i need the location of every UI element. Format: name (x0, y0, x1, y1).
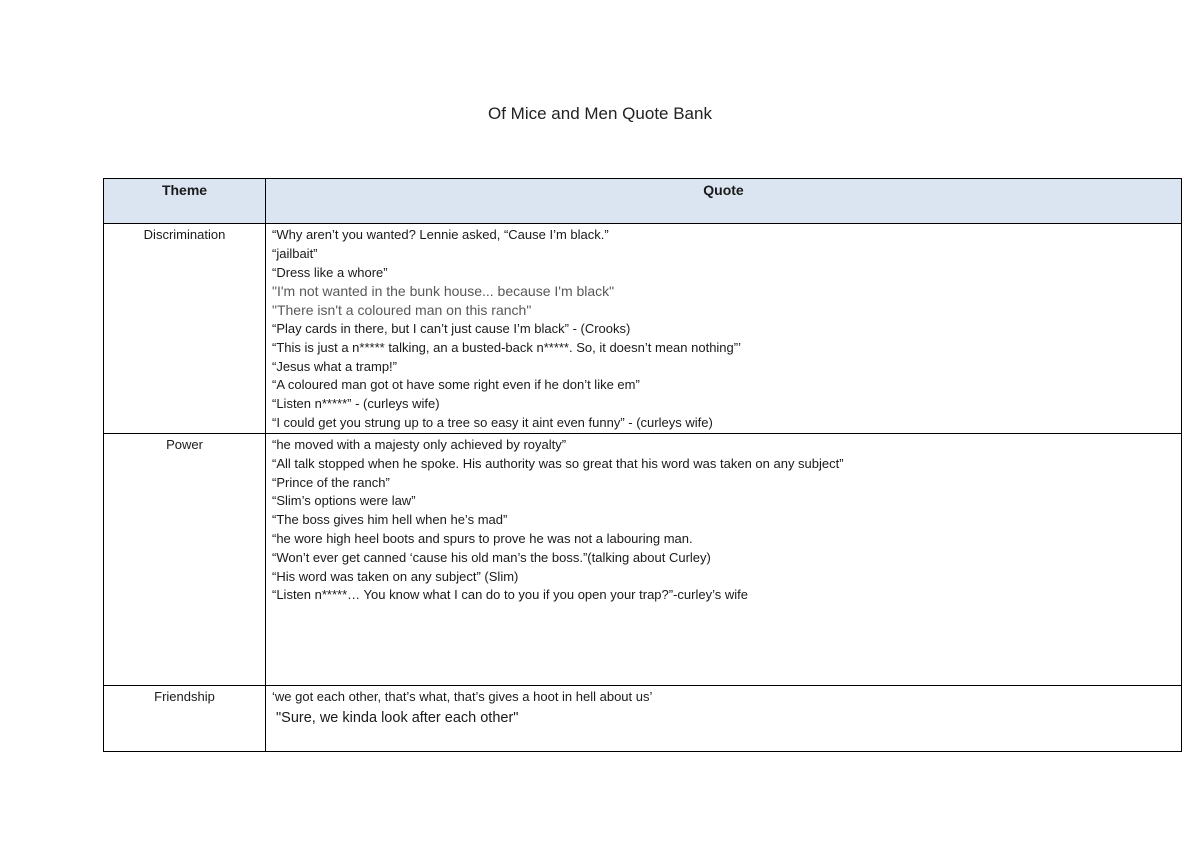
quote-line: “Won’t ever get canned ‘cause his old man’s the boss.”(talking about Curley) (272, 549, 711, 565)
quote-line: “I could get you strung up to a tree so easy it aint even funny” - (curleys wife) (272, 414, 713, 430)
quote-cell (266, 224, 1182, 434)
quote-cell (266, 434, 1182, 686)
quote-line: “he wore high heel boots and spurs to prove he was not a labouring man. (272, 530, 693, 546)
theme-cell: Friendship (104, 686, 266, 752)
theme-cell: Power (104, 434, 266, 686)
quote-line: "There isn't a coloured man on this ranch" (272, 302, 532, 319)
quote-line: “Dress like a whore” (272, 264, 388, 280)
quote-line: “he moved with a majesty only achieved by royalty” (272, 437, 567, 452)
quote-line: “All talk stopped when he spoke. His authority was so great that his word was taken on any subject” (272, 455, 844, 471)
page-title: Of Mice and Men Quote Bank (488, 104, 712, 123)
theme-cell: Discrimination (104, 224, 266, 434)
quote-column-header: Quote (266, 179, 1182, 224)
quote-line: “A coloured man got ot have some right even if he don’t like em” (272, 377, 640, 393)
quote-line: “His word was taken on any subject” (Slim) (272, 568, 519, 584)
quote-line: “Jesus what a tramp!” (272, 358, 397, 374)
quote-line: “Listen n*****… You know what I can do to you if you open your trap?”-curley’s wife (272, 587, 748, 603)
table-header-row (104, 179, 1182, 224)
quote-line: "I'm not wanted in the bunk house... because I'm black" (272, 283, 615, 300)
quote-line: “Why aren’t you wanted? Lennie asked, “Cause I’m black.” (272, 227, 609, 242)
quote-line: “Prince of the ranch” (272, 474, 390, 490)
table-row-power (104, 434, 1182, 686)
quote-line: “Play cards in there, but I can’t just cause I’m black” - (Crooks) (272, 320, 631, 336)
table-row-discrimination (104, 224, 1182, 434)
quote-bank-table (103, 178, 1182, 752)
quote-cell (266, 686, 1182, 752)
quote-line: “Listen n*****” - (curleys wife) (272, 396, 440, 412)
quote-line: ‘we got each other, that’s what, that’s gives a hoot in hell about us’ (272, 689, 653, 704)
quote-line: “jailbait” (272, 245, 318, 261)
quote-line: “The boss gives him hell when he’s mad” (272, 512, 508, 528)
table-row-friendship (104, 686, 1182, 752)
quote-line: “Slim’s options were law” (272, 493, 416, 509)
theme-column-header: Theme (104, 179, 266, 224)
quote-line: “This is just a n***** talking, an a busted-back n*****. So, it doesn’t mean nothing”’ (272, 339, 741, 355)
quote-line: "Sure, we kinda look after each other" (276, 709, 519, 726)
